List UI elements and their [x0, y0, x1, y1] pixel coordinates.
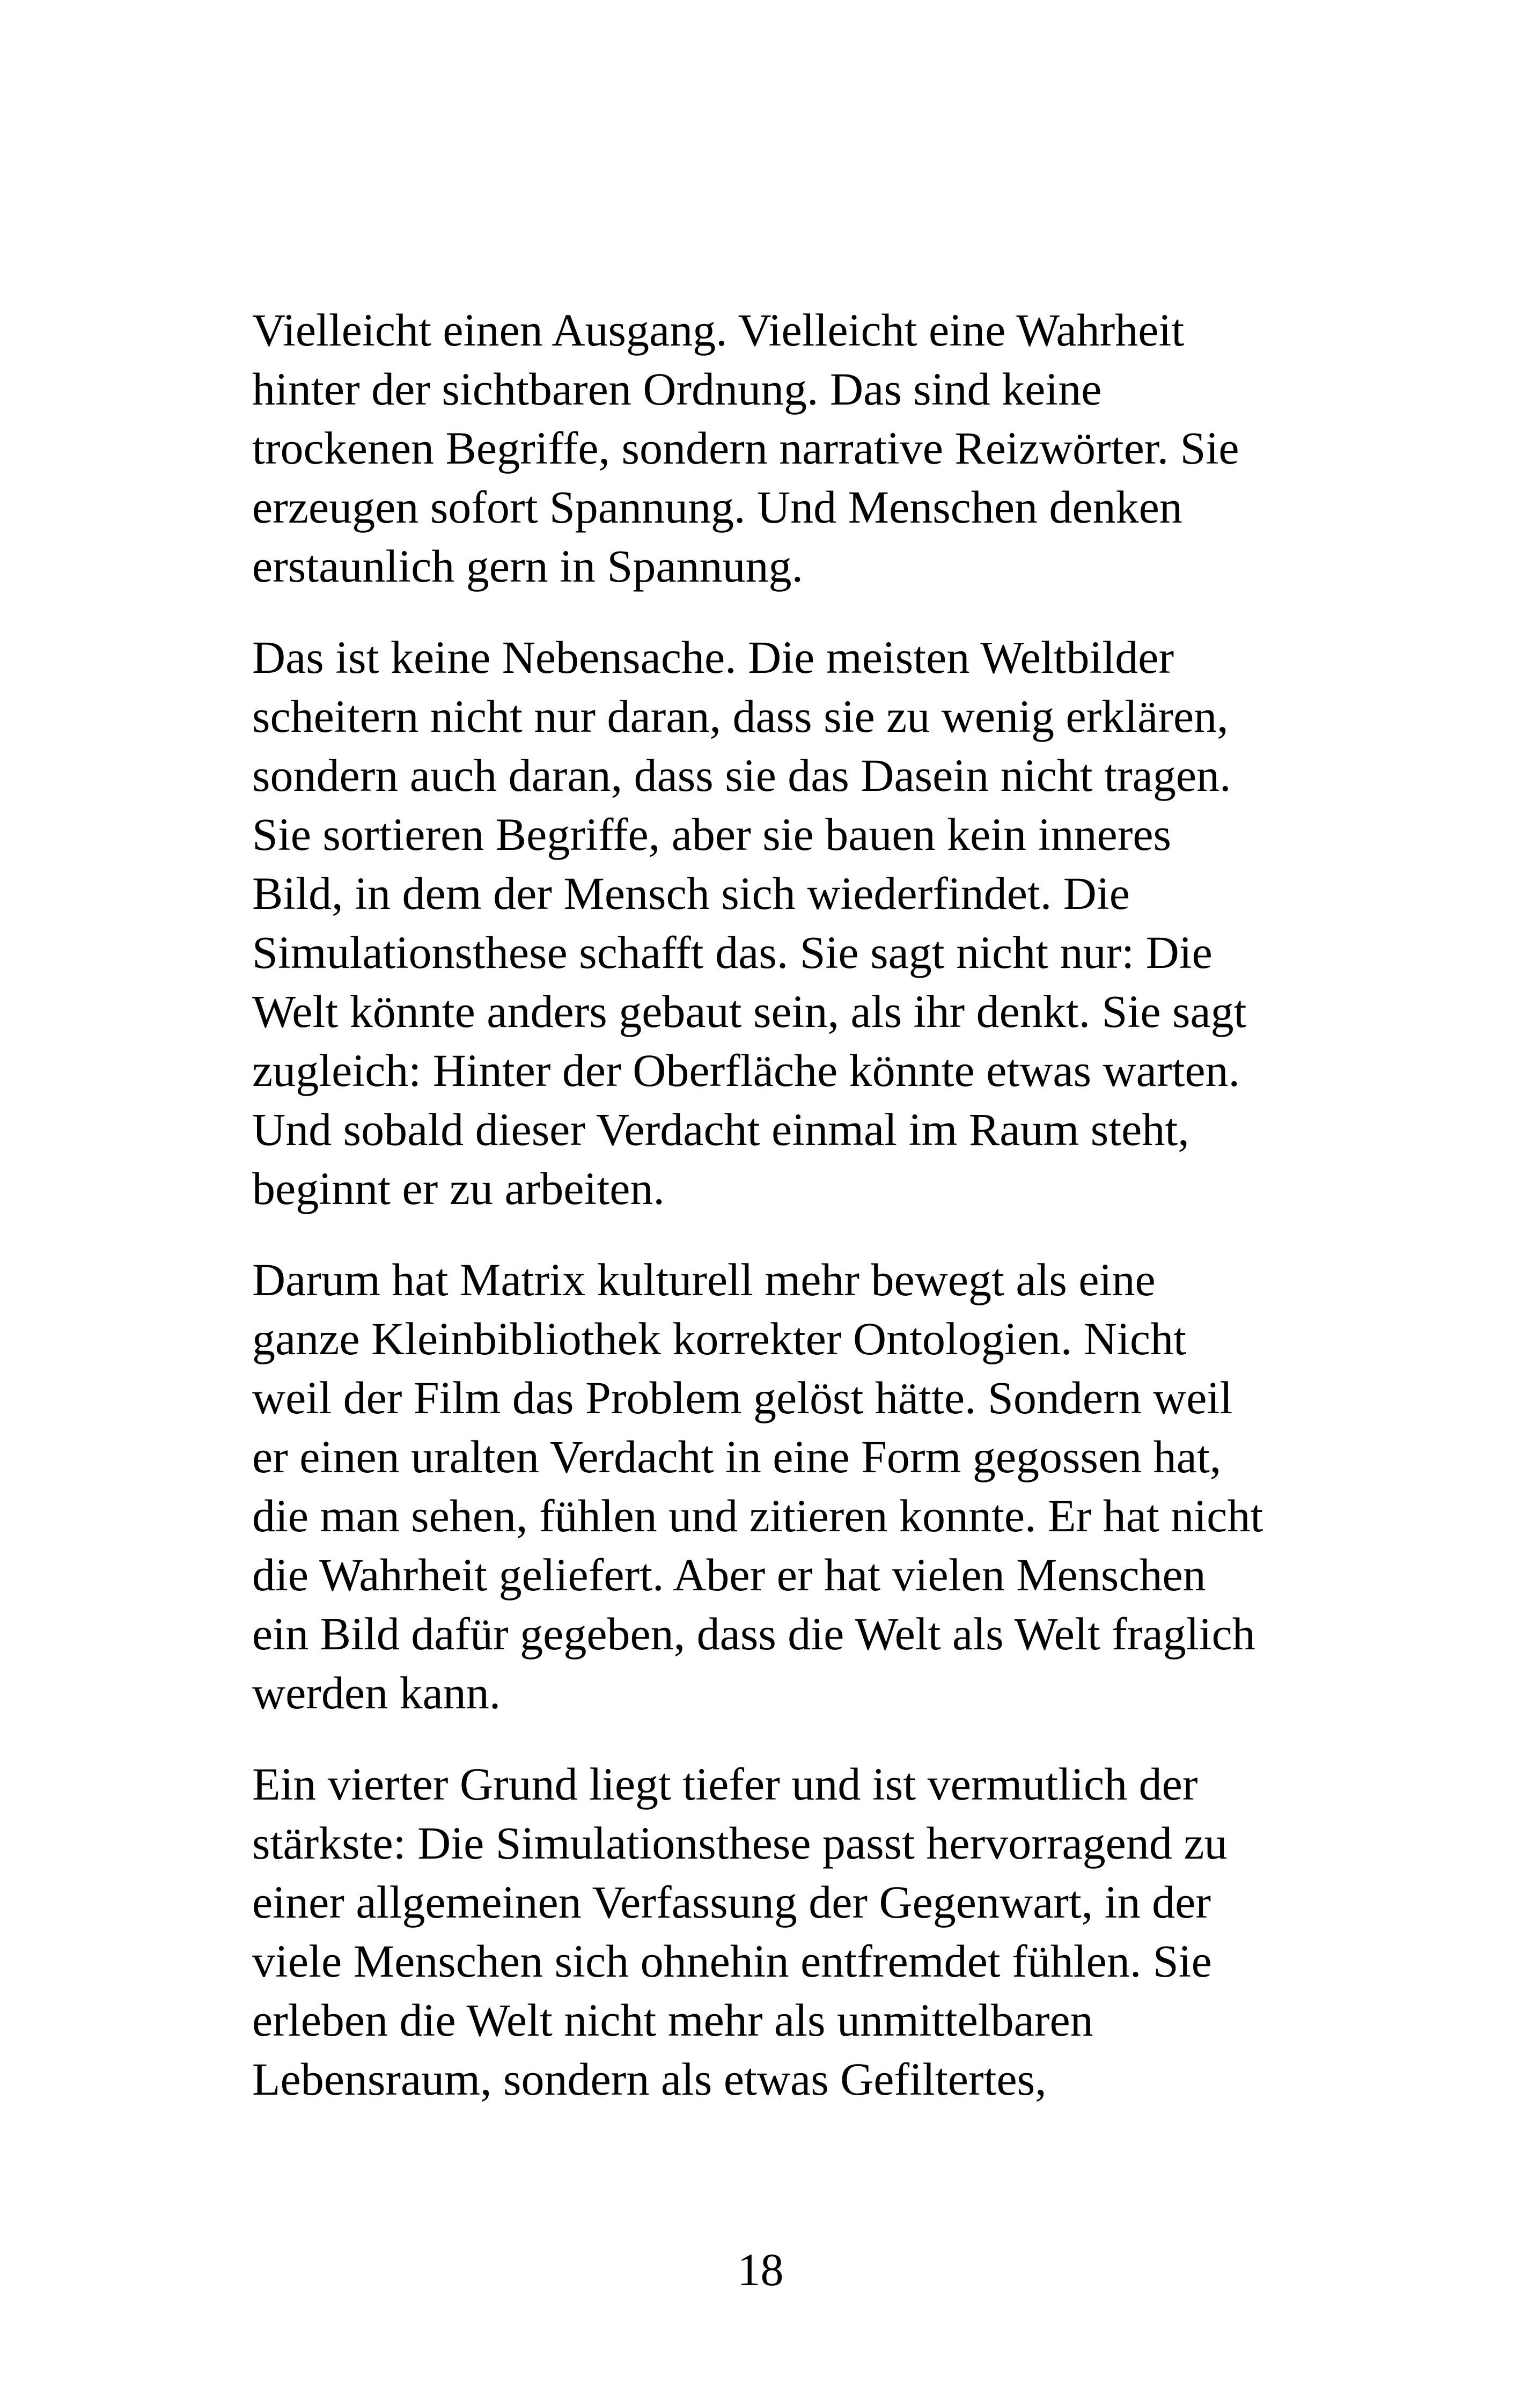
text-line: sondern auch daran, dass sie das Dasein nicht tragen. [252, 750, 1231, 801]
text-line: beginnt er zu arbeiten. [252, 1163, 665, 1214]
text-line: Lebensraum, sondern als etwas Gefiltertes, [252, 2053, 1047, 2105]
text-line: hinter der sichtbaren Ordnung. Das sind keine [252, 363, 1102, 415]
paragraph-3 [252, 1250, 1293, 1722]
text-line: stärkste: Die Simulationsthese passt hervorragend zu [252, 1817, 1228, 1869]
text-line: werden kann. [252, 1667, 501, 1719]
text-line: Ein vierter Grund liegt tiefer und ist vermutlich der [252, 1758, 1198, 1810]
text-line: erleben die Welt nicht mehr als unmittelbaren [252, 1994, 1093, 2046]
text-line: erzeugen sofort Spannung. Und Menschen denken [252, 481, 1182, 533]
text-line: trockenen Begriffe, sondern narrative Reizwörter. Sie [252, 422, 1239, 474]
text-line: Bild, in dem der Mensch sich wiederfindet. Die [252, 868, 1130, 919]
text-line: viele Menschen sich ohnehin entfremdet fühlen. Sie [252, 1935, 1212, 1987]
text-line: Sie sortieren Begriffe, aber sie bauen kein inneres [252, 809, 1171, 860]
text-line: er einen uralten Verdacht in eine Form gegossen hat, [252, 1431, 1222, 1482]
text-line: die Wahrheit geliefert. Aber er hat vielen Menschen [252, 1549, 1206, 1601]
text-line: Welt könnte anders gebaut sein, als ihr denkt. Sie sagt [252, 986, 1247, 1037]
text-line: scheitern nicht nur daran, dass sie zu wenig erklären, [252, 691, 1229, 742]
text-line: Das ist keine Nebensache. Die meisten Weltbilder [252, 632, 1174, 683]
paragraph-2 [252, 628, 1293, 1218]
text-line: weil der Film das Problem gelöst hätte. Sondern weil [252, 1372, 1233, 1423]
text-line: die man sehen, fühlen und zitieren konnte. Er hat nicht [252, 1490, 1263, 1541]
text-line: zugleich: Hinter der Oberfläche könnte etwas warten. [252, 1045, 1240, 1096]
page-number: 18 [737, 2244, 784, 2295]
paragraph-4 [252, 1754, 1293, 2109]
paragraph-1 [252, 300, 1293, 596]
text-line: ein Bild dafür gegeben, dass die Welt als Welt fraglich [252, 1608, 1255, 1660]
text-line: Darum hat Matrix kulturell mehr bewegt als eine [252, 1254, 1156, 1305]
text-line: Vielleicht einen Ausgang. Vielleicht eine Wahrheit [252, 304, 1185, 356]
body-text [252, 300, 1293, 2141]
text-line: einer allgemeinen Verfassung der Gegenwart, in der [252, 1876, 1211, 1928]
text-line: erstaunlich gern in Spannung. [252, 540, 804, 592]
text-line: Simulationsthese schafft das. Sie sagt nicht nur: Die [252, 927, 1213, 978]
text-line: Und sobald dieser Verdacht einmal im Raum steht, [252, 1104, 1189, 1155]
text-line: ganze Kleinbibliothek korrekter Ontologien. Nicht [252, 1313, 1186, 1364]
